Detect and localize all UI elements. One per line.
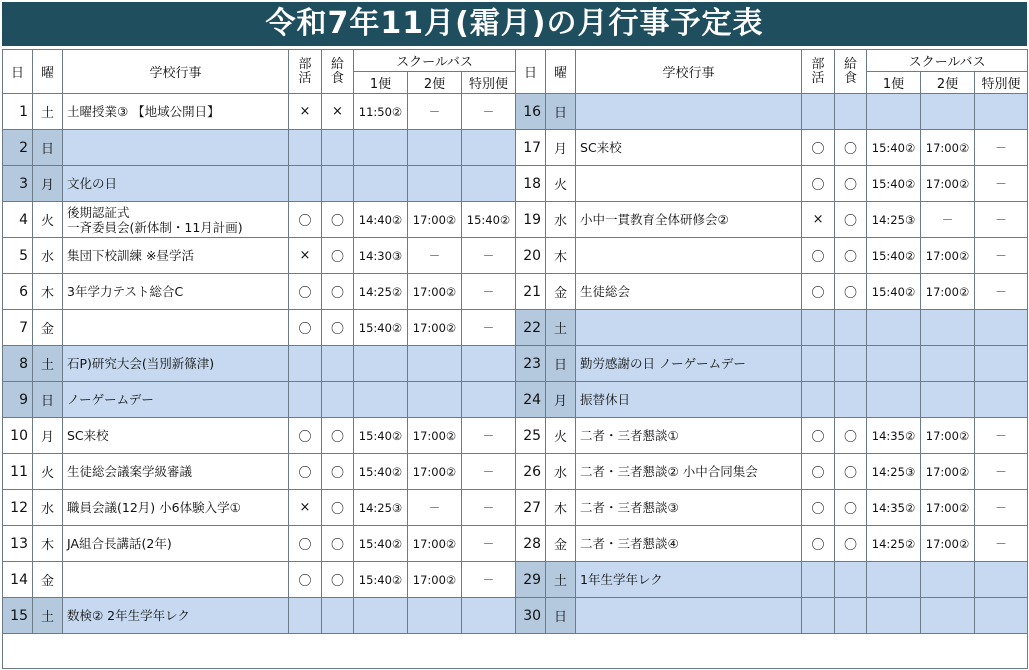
club-cell: 〇 — [802, 166, 835, 202]
lunch-cell: 〇 — [322, 526, 354, 562]
event-cell — [63, 130, 289, 166]
day-cell: 7 — [3, 310, 33, 346]
club-cell: 〇 — [289, 454, 322, 490]
lunch-cell: 〇 — [835, 274, 867, 310]
bus1-cell: 14:30③ — [354, 238, 408, 274]
weekday-cell: 月 — [546, 130, 576, 166]
day-cell: 1 — [3, 94, 33, 130]
header-lunch: 給 食 — [322, 50, 354, 94]
lunch-cell — [835, 94, 867, 130]
table-row — [3, 562, 1028, 598]
bus-special-cell: － — [975, 526, 1028, 562]
club-cell — [802, 382, 835, 418]
event-cell: 生徒総会議案学級審議 — [63, 454, 289, 490]
weekday-cell: 水 — [33, 490, 63, 526]
header-bus: スクールバス — [354, 50, 516, 72]
table-row — [3, 166, 1028, 202]
bus2-cell: 17:00② — [921, 166, 975, 202]
bus-special-cell: － — [462, 418, 516, 454]
lunch-cell: 〇 — [322, 418, 354, 454]
club-cell: 〇 — [802, 454, 835, 490]
bus-special-cell — [462, 382, 516, 418]
bus-special-cell: － — [975, 130, 1028, 166]
bus1-cell: 11:50② — [354, 94, 408, 130]
club-cell: × — [289, 238, 322, 274]
table-footer-row — [3, 634, 1028, 669]
weekday-cell: 木 — [546, 238, 576, 274]
bus1-cell: 15:40② — [354, 418, 408, 454]
day-cell: 19 — [516, 202, 546, 238]
bus2-cell — [921, 562, 975, 598]
bus2-cell: 17:00② — [408, 202, 462, 238]
bus2-cell: － — [408, 238, 462, 274]
bus-special-cell: － — [462, 562, 516, 598]
bus1-cell — [867, 382, 921, 418]
bus1-cell: 15:40② — [867, 274, 921, 310]
bus-special-cell — [462, 130, 516, 166]
table-row — [3, 418, 1028, 454]
header-bus-special: 特別便 — [462, 72, 516, 94]
header-bus1: 1便 — [867, 72, 921, 94]
bus-special-cell: － — [975, 274, 1028, 310]
event-cell — [576, 166, 802, 202]
club-cell: × — [802, 202, 835, 238]
bus2-cell: 17:00② — [408, 562, 462, 598]
event-cell: 二者・三者懇談④ — [576, 526, 802, 562]
header-event: 学校行事 — [63, 50, 289, 94]
club-cell: 〇 — [802, 274, 835, 310]
bus2-cell: 17:00② — [921, 274, 975, 310]
header-day: 日 — [3, 50, 33, 94]
schedule-body — [3, 50, 1028, 669]
club-cell: 〇 — [289, 562, 322, 598]
bus1-cell — [867, 598, 921, 634]
bus2-cell: 17:00② — [921, 526, 975, 562]
table-row — [3, 382, 1028, 418]
bus-special-cell: － — [975, 454, 1028, 490]
event-cell: 二者・三者懇談③ — [576, 490, 802, 526]
event-cell — [63, 310, 289, 346]
bus1-cell: 14:25② — [867, 526, 921, 562]
day-cell: 3 — [3, 166, 33, 202]
page-title: 令和7年11月(霜月)の月行事予定表 — [2, 2, 1027, 46]
lunch-cell: 〇 — [835, 130, 867, 166]
weekday-cell: 水 — [546, 454, 576, 490]
club-cell: 〇 — [289, 418, 322, 454]
bus1-cell: 15:40② — [354, 454, 408, 490]
bus-special-cell — [462, 346, 516, 382]
bus-special-cell: － — [975, 418, 1028, 454]
bus2-cell: 17:00② — [408, 310, 462, 346]
bus2-cell: 17:00② — [921, 418, 975, 454]
lunch-cell — [322, 346, 354, 382]
lunch-cell: 〇 — [835, 166, 867, 202]
day-cell: 15 — [3, 598, 33, 634]
lunch-cell — [835, 382, 867, 418]
lunch-cell: 〇 — [322, 274, 354, 310]
table-row — [3, 526, 1028, 562]
bus2-cell: 17:00② — [408, 526, 462, 562]
day-cell: 11 — [3, 454, 33, 490]
bus2-cell — [921, 94, 975, 130]
lunch-cell — [322, 166, 354, 202]
bus-special-cell — [975, 382, 1028, 418]
day-cell: 20 — [516, 238, 546, 274]
weekday-cell: 金 — [33, 562, 63, 598]
weekday-cell: 土 — [33, 598, 63, 634]
bus-special-cell: － — [462, 274, 516, 310]
header-bus1: 1便 — [354, 72, 408, 94]
bus-special-cell: － — [462, 94, 516, 130]
event-cell: 3年学力テスト総合C — [63, 274, 289, 310]
lunch-cell: 〇 — [835, 202, 867, 238]
weekday-cell: 日 — [546, 346, 576, 382]
bus2-cell — [408, 346, 462, 382]
bus-special-cell: － — [462, 454, 516, 490]
event-cell — [576, 94, 802, 130]
lunch-cell: 〇 — [835, 238, 867, 274]
club-cell: 〇 — [289, 274, 322, 310]
day-cell: 21 — [516, 274, 546, 310]
bus-special-cell — [975, 562, 1028, 598]
header-row — [3, 50, 1028, 72]
bus1-cell — [354, 166, 408, 202]
bus1-cell: 15:40② — [354, 562, 408, 598]
bus-special-cell: － — [975, 166, 1028, 202]
bus1-cell — [354, 382, 408, 418]
header-day: 日 — [516, 50, 546, 94]
event-cell: 二者・三者懇談① — [576, 418, 802, 454]
event-cell: 二者・三者懇談② 小中合同集会 — [576, 454, 802, 490]
bus-special-cell — [975, 598, 1028, 634]
event-cell: 1年生学年レク — [576, 562, 802, 598]
day-cell: 26 — [516, 454, 546, 490]
day-cell: 9 — [3, 382, 33, 418]
bus1-cell — [354, 598, 408, 634]
day-cell: 29 — [516, 562, 546, 598]
day-cell: 24 — [516, 382, 546, 418]
bus2-cell — [921, 346, 975, 382]
club-cell: 〇 — [289, 310, 322, 346]
bus2-cell: － — [921, 202, 975, 238]
table-row — [3, 310, 1028, 346]
event-cell: 集団下校訓練 ※昼学活 — [63, 238, 289, 274]
weekday-cell: 木 — [33, 274, 63, 310]
weekday-cell: 木 — [546, 490, 576, 526]
table-row — [3, 274, 1028, 310]
club-cell — [289, 130, 322, 166]
weekday-cell: 日 — [33, 130, 63, 166]
bus-special-cell — [975, 94, 1028, 130]
bus-special-cell: － — [462, 526, 516, 562]
weekday-cell: 水 — [33, 238, 63, 274]
event-cell: JA組合長講話(2年) — [63, 526, 289, 562]
event-cell: 職員会議(12月) 小6体験入学① — [63, 490, 289, 526]
weekday-cell: 金 — [546, 526, 576, 562]
club-cell — [802, 310, 835, 346]
lunch-cell — [322, 598, 354, 634]
lunch-cell — [835, 346, 867, 382]
bus1-cell — [354, 130, 408, 166]
header-bus2: 2便 — [408, 72, 462, 94]
bus-special-cell: － — [462, 490, 516, 526]
club-cell: 〇 — [802, 526, 835, 562]
event-cell: SC来校 — [576, 130, 802, 166]
club-cell — [802, 598, 835, 634]
table-row — [3, 238, 1028, 274]
lunch-cell: 〇 — [835, 454, 867, 490]
lunch-cell: 〇 — [322, 202, 354, 238]
bus2-cell: 17:00② — [921, 238, 975, 274]
day-cell: 5 — [3, 238, 33, 274]
bus2-cell — [921, 310, 975, 346]
bus-special-cell: － — [975, 238, 1028, 274]
event-cell: ノーゲームデー — [63, 382, 289, 418]
event-cell: SC来校 — [63, 418, 289, 454]
event-cell — [576, 598, 802, 634]
bus2-cell: 17:00② — [408, 274, 462, 310]
weekday-cell: 日 — [546, 598, 576, 634]
lunch-cell: 〇 — [322, 454, 354, 490]
bus1-cell: 15:40② — [354, 310, 408, 346]
bus1-cell: 15:40② — [867, 166, 921, 202]
day-cell: 18 — [516, 166, 546, 202]
event-cell: 振替休日 — [576, 382, 802, 418]
table-row — [3, 94, 1028, 130]
club-cell: × — [289, 94, 322, 130]
bus2-cell — [408, 382, 462, 418]
table-row — [3, 598, 1028, 634]
bus2-cell: － — [408, 94, 462, 130]
lunch-cell — [835, 310, 867, 346]
weekday-cell: 火 — [546, 418, 576, 454]
bus2-cell — [921, 382, 975, 418]
lunch-cell: 〇 — [322, 238, 354, 274]
header-weekday: 曜 — [546, 50, 576, 94]
table-row — [3, 346, 1028, 382]
weekday-cell: 土 — [33, 346, 63, 382]
club-cell: 〇 — [802, 130, 835, 166]
header-club: 部 活 — [289, 50, 322, 94]
bus1-cell: 14:25③ — [867, 202, 921, 238]
day-cell: 8 — [3, 346, 33, 382]
weekday-cell: 日 — [546, 94, 576, 130]
bus2-cell — [408, 598, 462, 634]
day-cell: 10 — [3, 418, 33, 454]
club-cell: 〇 — [802, 238, 835, 274]
bus1-cell: 15:40② — [354, 526, 408, 562]
bus-special-cell — [975, 346, 1028, 382]
bus-special-cell: － — [975, 490, 1028, 526]
day-cell: 22 — [516, 310, 546, 346]
club-cell: 〇 — [289, 526, 322, 562]
day-cell: 17 — [516, 130, 546, 166]
bus-special-cell: － — [462, 310, 516, 346]
table-row — [3, 490, 1028, 526]
lunch-cell — [322, 382, 354, 418]
bus-special-cell — [462, 166, 516, 202]
header-weekday: 曜 — [33, 50, 63, 94]
weekday-cell: 火 — [33, 454, 63, 490]
footer-blank-cell — [3, 634, 1028, 669]
bus1-cell — [867, 562, 921, 598]
club-cell — [802, 346, 835, 382]
day-cell: 12 — [3, 490, 33, 526]
monthly-schedule-table — [2, 49, 1028, 669]
day-cell: 28 — [516, 526, 546, 562]
bus2-cell: 17:00② — [408, 454, 462, 490]
lunch-cell: × — [322, 94, 354, 130]
club-cell: × — [289, 490, 322, 526]
header-bus2: 2便 — [921, 72, 975, 94]
lunch-cell: 〇 — [322, 490, 354, 526]
bus1-cell: 14:25② — [354, 274, 408, 310]
event-cell: 石P)研究大会(当別新篠津) — [63, 346, 289, 382]
bus-special-cell: 15:40② — [462, 202, 516, 238]
weekday-cell: 日 — [33, 382, 63, 418]
bus2-cell: － — [408, 490, 462, 526]
table-row — [3, 130, 1028, 166]
bus2-cell — [408, 166, 462, 202]
header-lunch: 給 食 — [835, 50, 867, 94]
club-cell — [289, 166, 322, 202]
header-club: 部 活 — [802, 50, 835, 94]
bus2-cell — [408, 130, 462, 166]
event-cell — [576, 238, 802, 274]
bus1-cell: 14:25③ — [354, 490, 408, 526]
lunch-cell — [322, 130, 354, 166]
bus1-cell: 14:25③ — [867, 454, 921, 490]
event-cell: 文化の日 — [63, 166, 289, 202]
lunch-cell: 〇 — [835, 490, 867, 526]
table-row — [3, 454, 1028, 490]
bus1-cell: 15:40② — [867, 238, 921, 274]
event-cell — [63, 562, 289, 598]
bus1-cell — [867, 94, 921, 130]
club-cell — [802, 94, 835, 130]
header-event: 学校行事 — [576, 50, 802, 94]
day-cell: 27 — [516, 490, 546, 526]
event-cell: 土曜授業③ 【地域公開日】 — [63, 94, 289, 130]
weekday-cell: 水 — [546, 202, 576, 238]
bus1-cell — [867, 310, 921, 346]
club-cell — [289, 346, 322, 382]
weekday-cell: 火 — [546, 166, 576, 202]
event-cell: 後期認証式 一斉委員会(新体制・11月計画) — [63, 202, 289, 238]
weekday-cell: 月 — [546, 382, 576, 418]
club-cell — [289, 382, 322, 418]
day-cell: 25 — [516, 418, 546, 454]
weekday-cell: 金 — [33, 310, 63, 346]
header-bus: スクールバス — [867, 50, 1028, 72]
bus1-cell: 14:35② — [867, 490, 921, 526]
day-cell: 2 — [3, 130, 33, 166]
lunch-cell: 〇 — [835, 418, 867, 454]
lunch-cell — [835, 598, 867, 634]
lunch-cell — [835, 562, 867, 598]
day-cell: 6 — [3, 274, 33, 310]
bus-special-cell: － — [975, 202, 1028, 238]
bus2-cell: 17:00② — [921, 454, 975, 490]
bus2-cell: 17:00② — [408, 418, 462, 454]
weekday-cell: 土 — [546, 562, 576, 598]
club-cell: 〇 — [802, 418, 835, 454]
weekday-cell: 土 — [546, 310, 576, 346]
header-bus-special: 特別便 — [975, 72, 1028, 94]
weekday-cell: 金 — [546, 274, 576, 310]
bus1-cell — [354, 346, 408, 382]
day-cell: 16 — [516, 94, 546, 130]
lunch-cell: 〇 — [322, 310, 354, 346]
event-cell — [576, 310, 802, 346]
weekday-cell: 月 — [33, 166, 63, 202]
bus1-cell: 14:40② — [354, 202, 408, 238]
bus-special-cell — [975, 310, 1028, 346]
bus1-cell: 15:40② — [867, 130, 921, 166]
bus-special-cell: － — [462, 238, 516, 274]
day-cell: 23 — [516, 346, 546, 382]
event-cell: 数検② 2年生学年レク — [63, 598, 289, 634]
weekday-cell: 土 — [33, 94, 63, 130]
bus2-cell: 17:00② — [921, 490, 975, 526]
day-cell: 13 — [3, 526, 33, 562]
club-cell: 〇 — [289, 202, 322, 238]
table-row — [3, 202, 1028, 238]
club-cell — [802, 562, 835, 598]
lunch-cell: 〇 — [835, 526, 867, 562]
event-cell: 生徒総会 — [576, 274, 802, 310]
weekday-cell: 木 — [33, 526, 63, 562]
event-cell: 小中一貫教育全体研修会② — [576, 202, 802, 238]
event-cell: 勤労感謝の日 ノーゲームデー — [576, 346, 802, 382]
bus2-cell: 17:00② — [921, 130, 975, 166]
bus1-cell — [867, 346, 921, 382]
club-cell: 〇 — [802, 490, 835, 526]
bus2-cell — [921, 598, 975, 634]
weekday-cell: 月 — [33, 418, 63, 454]
bus1-cell: 14:35② — [867, 418, 921, 454]
lunch-cell: 〇 — [322, 562, 354, 598]
bus-special-cell — [462, 598, 516, 634]
weekday-cell: 火 — [33, 202, 63, 238]
day-cell: 4 — [3, 202, 33, 238]
day-cell: 30 — [516, 598, 546, 634]
day-cell: 14 — [3, 562, 33, 598]
club-cell — [289, 598, 322, 634]
